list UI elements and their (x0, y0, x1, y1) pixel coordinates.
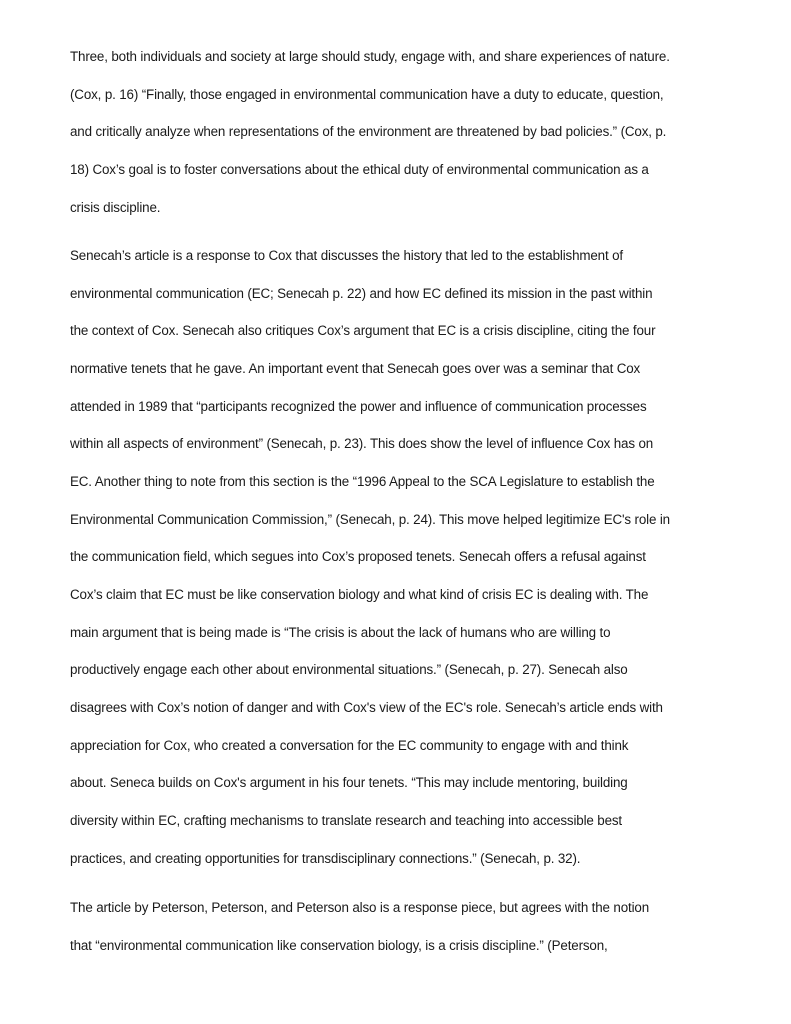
text-line: the communication field, which segues into Cox’s proposed tenets. Senecah offers a refusal against (70, 549, 646, 564)
text-line: the context of Cox. Senecah also critiques Cox’s argument that EC is a crisis discipline, citing the four (70, 323, 656, 338)
text-line: disagrees with Cox’s notion of danger and with Cox's view of the EC's role. Senecah’s article ends with (70, 700, 663, 715)
text-line: and critically analyze when representations of the environment are threatened by bad policies.” (Cox, p. (70, 124, 667, 139)
text-line: crisis discipline. (70, 200, 161, 215)
text-line: EC. Another thing to note from this section is the “1996 Appeal to the SCA Legislature to establish the (70, 474, 655, 489)
text-line: Senecah’s article is a response to Cox that discusses the history that led to the establishment of (70, 248, 623, 263)
text-line: diversity within EC, crafting mechanisms to translate research and teaching into accessible best (70, 813, 622, 828)
text-line: Environmental Communication Commission,” (Senecah, p. 24). This move helped legitimize EC's role in (70, 512, 670, 527)
text-line: environmental communication (EC; Senecah p. 22) and how EC defined its mission in the past within (70, 286, 653, 301)
text-line: The article by Peterson, Peterson, and Peterson also is a response piece, but agrees with the notion (70, 900, 650, 915)
text-line: within all aspects of environment” (Senecah, p. 23). This does show the level of influence Cox has on (70, 436, 654, 451)
text-line: Cox’s claim that EC must be like conservation biology and what kind of crisis EC is dealing with. The (70, 587, 649, 602)
text-line: Three, both individuals and society at large should study, engage with, and share experiences of nature. (70, 49, 670, 64)
text-line: about. Seneca builds on Cox's argument in his four tenets. “This may include mentoring, building (70, 775, 628, 790)
text-line: (Cox, p. 16) “Finally, those engaged in environmental communication have a duty to educate, question, (70, 87, 664, 102)
text-line: normative tenets that he gave. An important event that Senecah goes over was a seminar that Cox (70, 361, 641, 376)
text-line: main argument that is being made is “The crisis is about the lack of humans who are willing to (70, 625, 611, 640)
text-line: practices, and creating opportunities for transdisciplinary connections.” (Senecah, p. 32). (70, 851, 581, 866)
text-line: productively engage each other about environmental situations.” (Senecah, p. 27). Senecah also (70, 662, 628, 677)
text-line: 18) Cox’s goal is to foster conversations about the ethical duty of environmental communication as a (70, 162, 649, 177)
text-line: appreciation for Cox, who created a conversation for the EC community to engage with and think (70, 738, 629, 753)
text-line: attended in 1989 that “participants recognized the power and influence of communication processes (70, 399, 647, 414)
text-line: that “environmental communication like conservation biology, is a crisis discipline.” (Peterson, (70, 938, 608, 953)
